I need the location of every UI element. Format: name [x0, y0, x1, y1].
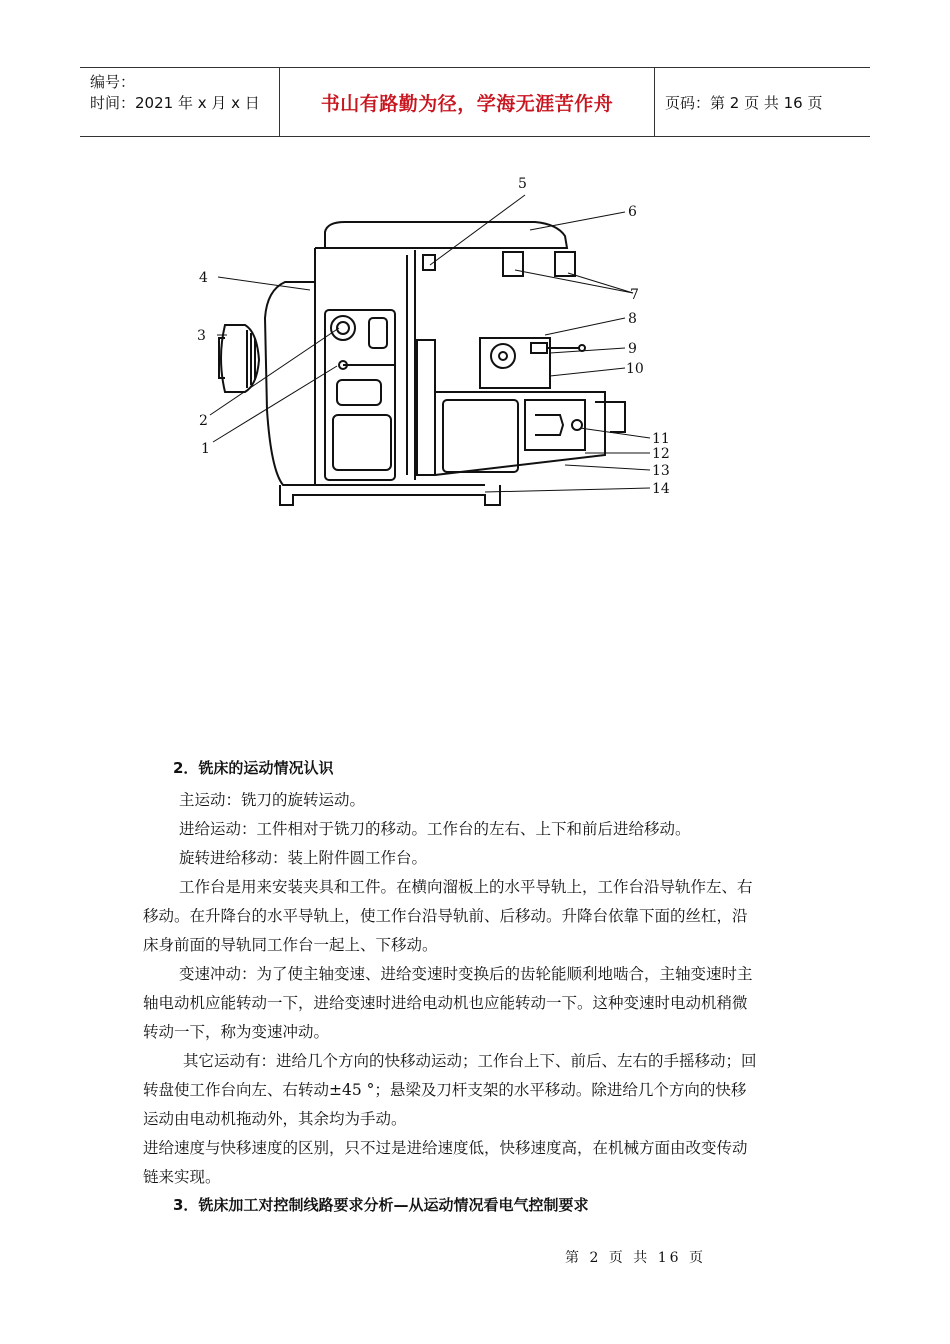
paragraph-main-motion: 主运动：铣刀的旋转运动。	[179, 791, 366, 809]
paragraph-speed-diff-line2: 链来实现。	[143, 1168, 221, 1186]
paragraph-other-motion-line1: 其它运动有：进给几个方向的快移动运动；工作台上下、前后、左右的手摇移动；回	[183, 1052, 757, 1070]
header-motto: 书山有路勤为径，学海无涯苦作舟	[280, 68, 655, 136]
callout-2: 2	[199, 413, 208, 429]
time-label: 时间：2021 年 x 月 x 日	[90, 94, 260, 112]
paragraph-table-line2: 移动。在升降台的水平导轨上，使工作台沿导轨前、后移动。升降台依靠下面的丝杠，沿	[143, 907, 748, 925]
callout-10: 10	[626, 361, 644, 377]
callout-3: 3	[197, 328, 206, 344]
section-heading-3: 3．铣床加工对控制线路要求分析—从运动情况看电气控制要求	[173, 1196, 589, 1214]
paragraph-other-motion-line3: 运动由电动机拖动外，其余均为手动。	[143, 1110, 407, 1128]
figure-callouts	[197, 176, 670, 497]
page-footer: 第 2 页 共 16 页	[565, 1250, 706, 1266]
callout-8: 8	[628, 311, 637, 327]
paragraph-speed-impulse-line3: 转动一下，称为变速冲动。	[143, 1023, 330, 1041]
milling-machine-figure	[185, 170, 685, 520]
callout-5: 5	[518, 176, 527, 192]
callout-9: 9	[628, 341, 637, 357]
page-header	[80, 67, 870, 137]
paragraph-other-motion-line2: 转盘使工作台向左、右转动±45 °；悬梁及刀杆支架的水平移动。除进给几个方向的快移	[143, 1081, 747, 1099]
section-heading-2: 2．铣床的运动情况认识	[173, 759, 334, 777]
paragraph-speed-diff-line1: 进给速度与快移速度的区别，只不过是进给速度低，快移速度高，在机械方面由改变传动	[143, 1139, 748, 1157]
callout-12: 12	[652, 446, 670, 462]
callout-13: 13	[652, 463, 670, 479]
number-label: 编号：	[90, 73, 136, 91]
header-page-info: 页码：第 2 页 共 16 页	[665, 93, 823, 112]
paragraph-feed-motion: 进给运动：工件相对于铣刀的移动。工作台的左右、上下和前后进给移动。	[179, 820, 691, 838]
callout-11: 11	[652, 431, 670, 447]
paragraph-table-line1: 工作台是用来安装夹具和工件。在横向溜板上的水平导轨上，工作台沿导轨作左、右	[179, 878, 753, 896]
paragraph-speed-impulse-line2: 轴电动机应能转动一下，进给变速时进给电动机也应能转动一下。这种变速时电动机稍微	[143, 994, 748, 1012]
callout-1: 1	[201, 441, 210, 457]
callout-4: 4	[199, 270, 208, 286]
callout-14: 14	[652, 481, 670, 497]
callout-7: 7	[630, 287, 639, 303]
header-meta	[80, 68, 280, 136]
paragraph-rotary-feed: 旋转进给移动：装上附件圆工作台。	[179, 849, 428, 867]
paragraph-speed-impulse-line1: 变速冲动：为了使主轴变速、进给变速时变换后的齿轮能顺利地啮合，主轴变速时主	[179, 965, 753, 983]
callout-6: 6	[628, 204, 637, 220]
milling-machine-drawing	[185, 170, 685, 520]
paragraph-table-line3: 床身前面的导轨同工作台一起上、下移动。	[143, 936, 438, 954]
